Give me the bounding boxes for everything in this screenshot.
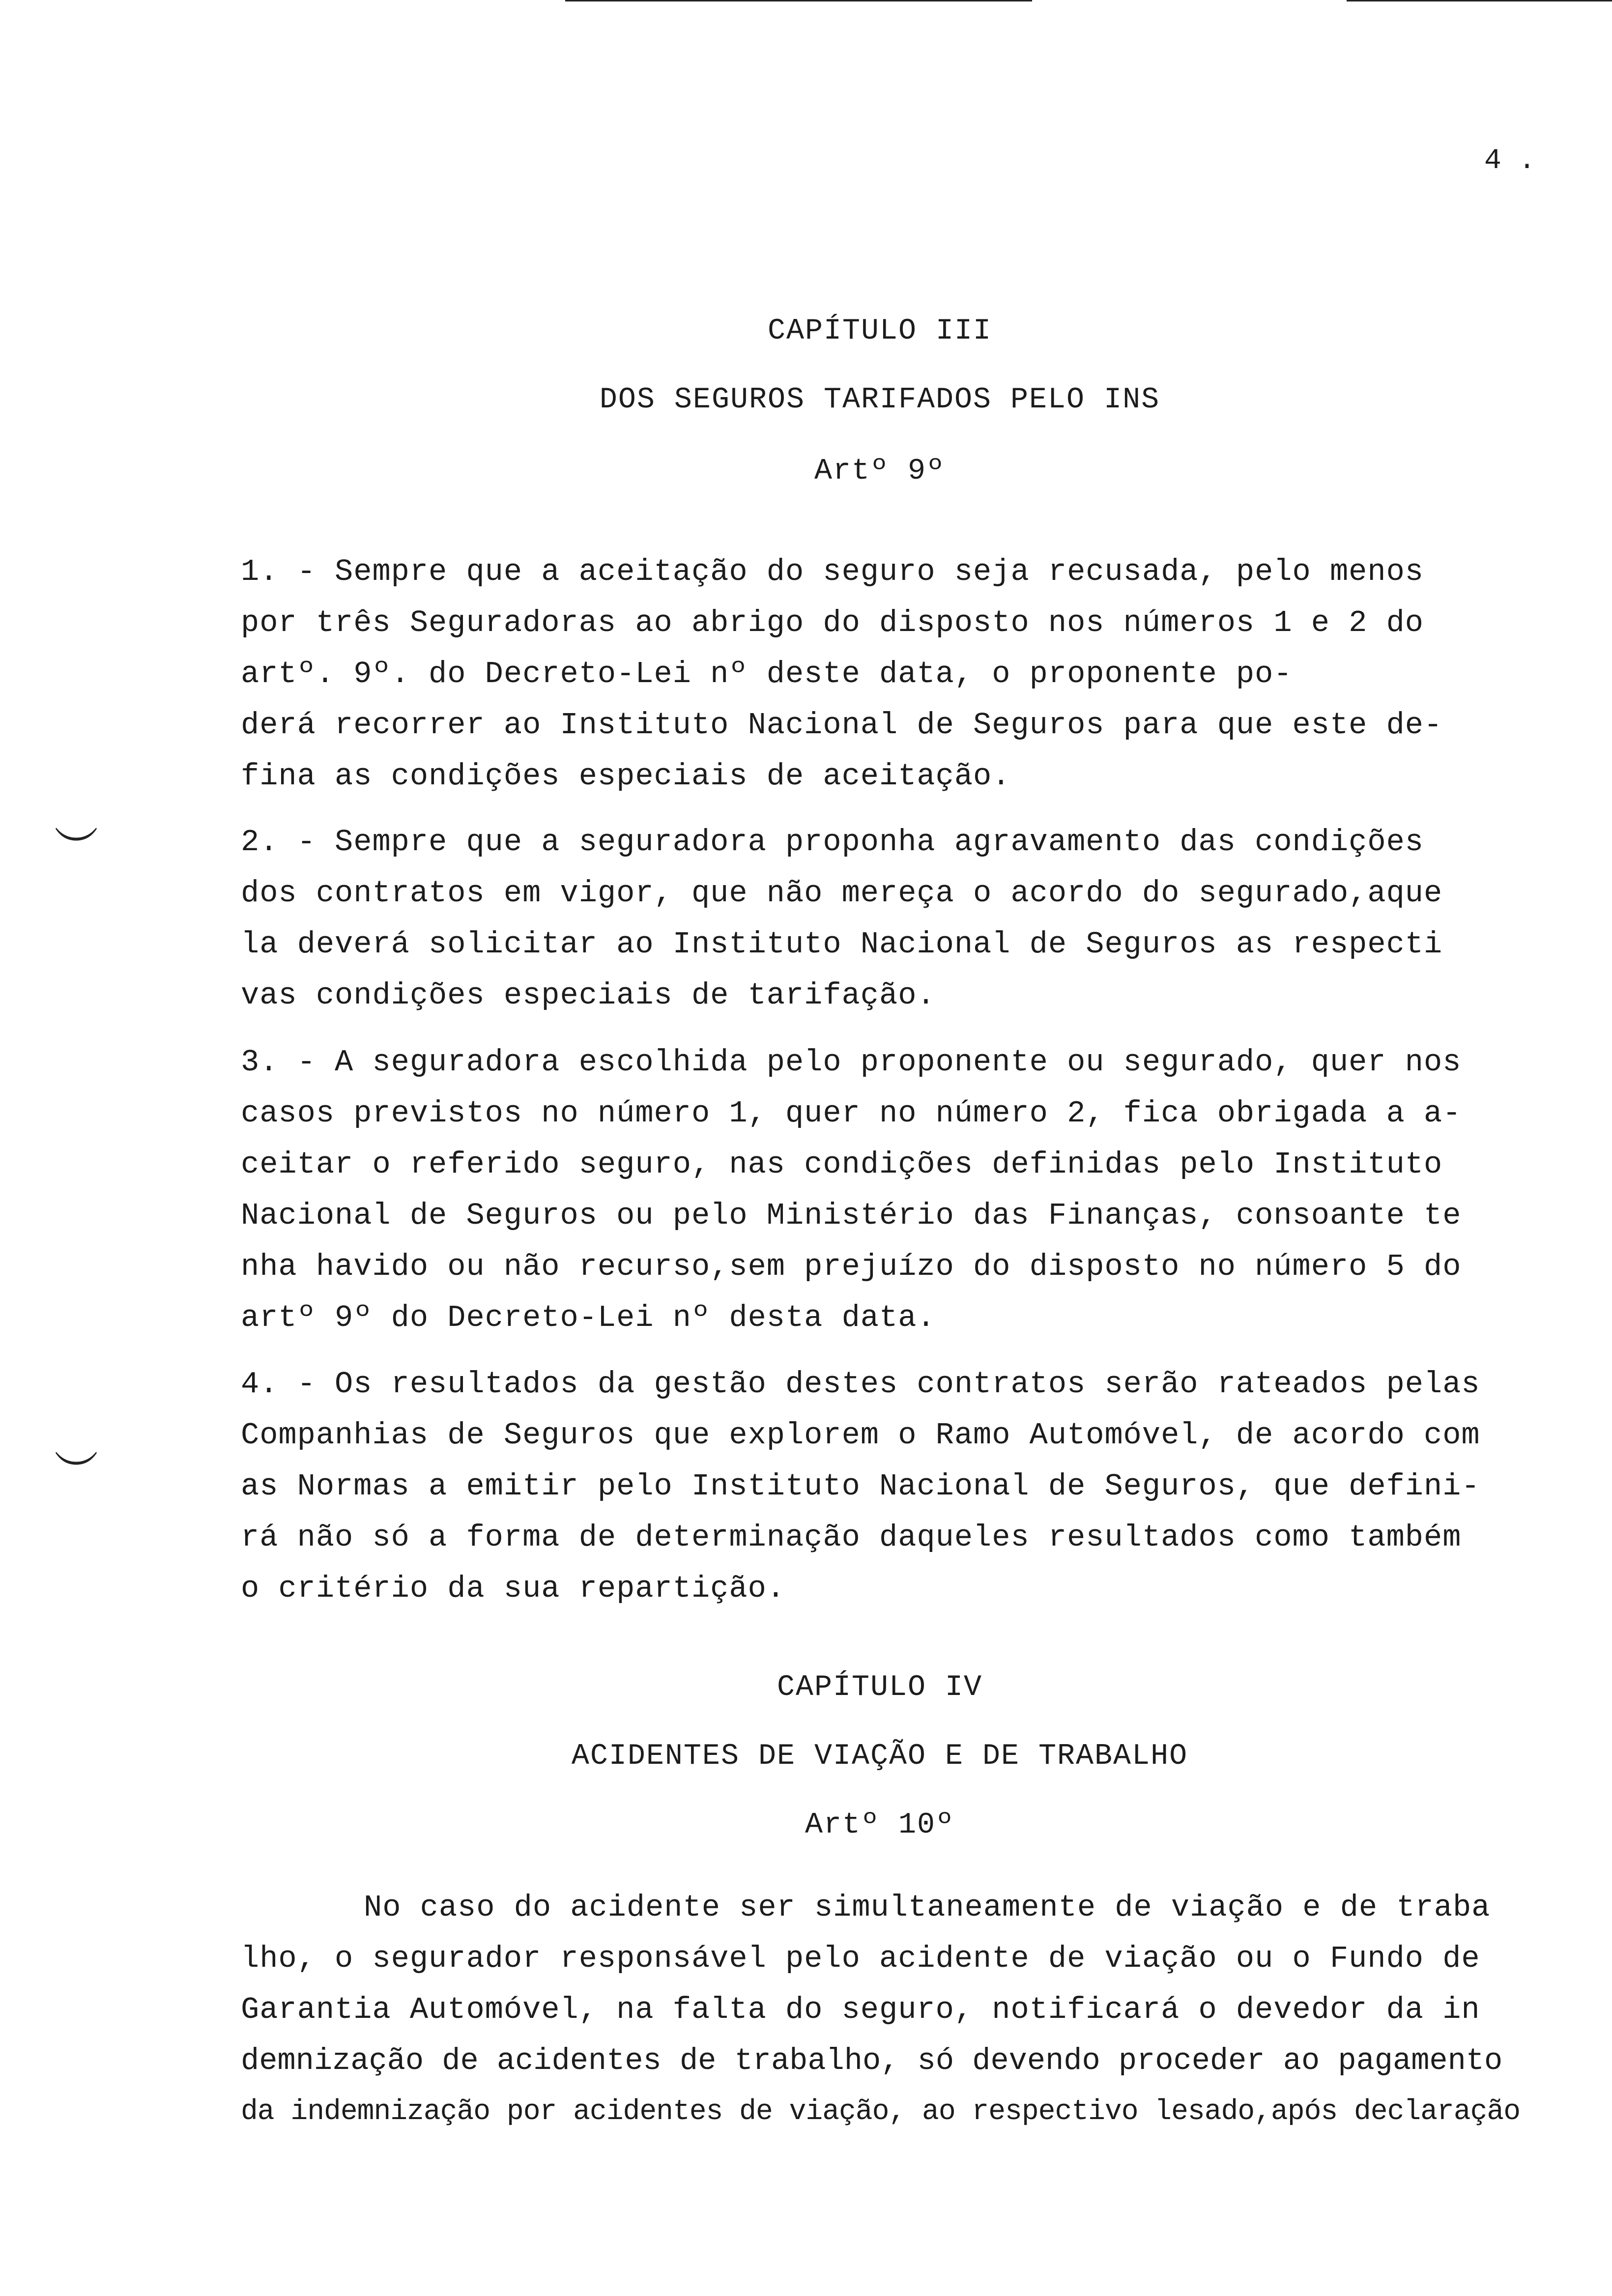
text-line: 2. - Sempre que a seguradora proponha agravamento das condições [241, 825, 1424, 860]
text-line: 4. - Os resultados da gestão destes contratos serão rateados pelas [241, 1367, 1480, 1402]
text-line: No caso do acidente ser simultaneamente de viação e de traba [364, 1890, 1491, 1925]
text-line: ceitar o referido seguro, nas condições definidas pelo Instituto [241, 1147, 1443, 1182]
binding-mark-upper: ︶ [54, 828, 98, 878]
article-10-paragraph [241, 1882, 1612, 2138]
text-line: rá não só a forma de determinação daqueles resultados como também [241, 1520, 1462, 1555]
text-line: da indemnização por acidentes de viação, ao respectivo lesado,após declaração [241, 2096, 1521, 2128]
page-number: 4 . [1484, 145, 1536, 177]
text-line: por três Seguradoras ao abrigo do disposto nos números 1 e 2 do [241, 605, 1424, 640]
text-line: demnização de acidentes de trabalho, só devendo proceder ao pagamento [241, 2043, 1503, 2078]
text-line: 3. - A seguradora escolhida pelo proponente ou segurado, quer nos [241, 1045, 1462, 1080]
text-line: artº. 9º. do Decreto-Lei nº deste data, o proponente po- [241, 657, 1293, 691]
chapter-4-title: CAPÍTULO IV [777, 1671, 983, 1704]
text-line: as Normas a emitir pelo Instituto Nacional de Seguros, que defini- [241, 1469, 1480, 1504]
text-line: la deverá solicitar ao Instituto Nacional de Seguros as respecti [241, 927, 1443, 962]
chapter-3-title: CAPÍTULO III [767, 315, 992, 348]
text-line: Companhias de Seguros que explorem o Ramo Automóvel, de acordo com [241, 1418, 1480, 1453]
chapter-3-subtitle: DOS SEGUROS TARIFADOS PELO INS [599, 383, 1160, 417]
article-9-paragraph-3 [241, 1037, 1612, 1344]
text-line: dos contratos em vigor, que não mereça o acordo do segurado,aque [241, 876, 1443, 911]
text-line: derá recorrer ao Instituto Nacional de Seguros para que este de- [241, 708, 1443, 743]
text-line: nha havido ou não recurso,sem prejuízo do disposto no número 5 do [241, 1249, 1462, 1284]
article-10-heading: Artº 10º [805, 1808, 955, 1842]
text-line: artº 9º do Decreto-Lei nº desta data. [241, 1300, 936, 1335]
article-9-paragraph-1 [241, 546, 1612, 802]
binding-mark-lower: ︶ [54, 1452, 98, 1502]
text-line: Garantia Automóvel, na falta do seguro, notificará o devedor da in [241, 1992, 1480, 2027]
chapter-4-subtitle: ACIDENTES DE VIAÇÃO E DE TRABALHO [571, 1740, 1188, 1773]
top-edge-line-right [1347, 0, 1612, 1]
text-line: casos previstos no número 1, quer no número 2, fica obrigada a a- [241, 1096, 1462, 1131]
text-line: fina as condições especiais de aceitação. [241, 759, 1011, 794]
article-9-paragraph-2 [241, 817, 1612, 1021]
text-line: o critério da sua repartição. [241, 1571, 785, 1606]
text-line: vas condições especiais de tarifação. [241, 978, 936, 1013]
article-9-paragraph-4 [241, 1359, 1612, 1614]
text-line: lho, o segurador responsável pelo acidente de viação ou o Fundo de [241, 1941, 1480, 1976]
top-edge-line-left [565, 0, 1032, 1]
text-line: 1. - Sempre que a aceitação do seguro seja recusada, pelo menos [241, 554, 1424, 589]
text-line: Nacional de Seguros ou pelo Ministério das Finanças, consoante te [241, 1198, 1462, 1233]
article-9-heading: Artº 9º [814, 455, 946, 488]
